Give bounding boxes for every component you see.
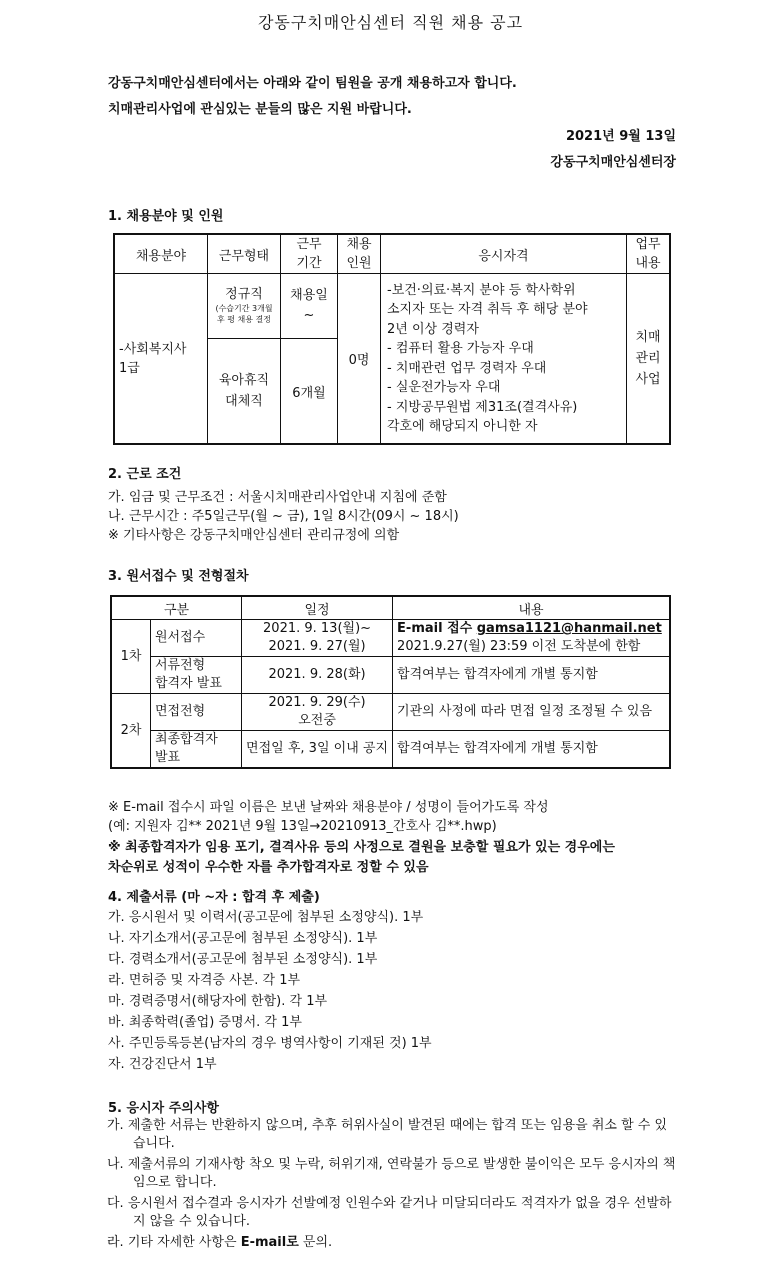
col-field: 채용분야 [114,234,208,274]
intro-line-1: 강동구치매안심센터에서는 아래와 같이 팀원을 공개 채용하고자 합니다. [108,76,517,91]
stage-1: 1차 [111,620,151,694]
quals-cell [381,274,627,445]
document-item: 마. 경력증명서(해당자에 한함). 각 1부 [108,994,328,1009]
col-duty: 업무 내용 [627,234,671,274]
step-name: 원서접수 [151,620,242,657]
table-row [114,274,670,339]
step-date: 2021. 9. 28(화) [242,657,393,694]
condition-line: 나. 근무시간 : 주5일근무(월 ~ 금), 1일 8시간(09시 ~ 18시) [108,509,459,524]
document-item: 다. 경력소개서(공고문에 첨부된 소정양식). 1부 [108,952,378,967]
section-1-heading: 1. 채용분야 및 인원 [108,209,224,224]
type-permanent: 정규직 [225,287,263,302]
stage-2: 2차 [111,694,151,769]
col-content: 내용 [393,596,670,620]
period-permanent: 채용일 ~ [281,274,338,339]
section-3-heading: 3. 원서접수 및 전형절차 [108,569,249,584]
page-title: 강동구치매안심센터 직원 채용 공고 [257,13,524,32]
step-date: 면접일 후, 3일 이내 공지 [242,731,393,769]
document-item: 나. 자기소개서(공고문에 첨부된 소정양식). 1부 [108,931,378,946]
section-5-heading: 5. 응시자 주의사항 [108,1101,219,1116]
step-content [393,620,670,657]
table-row [111,694,670,731]
qual-line: - 컴퓨터 활용 가능자 우대 [387,341,534,356]
step-date-line: 2021. 9. 27(월) [268,639,366,654]
document-item: 사. 주민등록등본(남자의 경우 병역사항이 기재된 것) 1부 [108,1036,432,1051]
col-stage: 구분 [111,596,242,620]
condition-line: ※ 기타사항은 강동구치매안심센터 관리규정에 의함 [108,528,400,543]
email-link[interactable]: gamsa1121@hanmail.net [476,621,662,636]
col-count: 채용 인원 [338,234,381,274]
email-note: ※ E-mail 접수시 파일 이름은 보낸 날짜와 채용분야 / 성명이 들어가도록 작성 [108,800,549,815]
condition-line: 가. 임금 및 근무조건 : 서울시치매관리사업안내 지침에 준함 [108,490,447,505]
col-quals: 응시자격 [381,234,627,274]
caution-item-last [107,1234,677,1252]
caution-list [107,1117,677,1252]
recruitment-table [113,233,671,445]
announcement-date: 2021년 9월 13일 [565,129,676,144]
table-header-row [111,596,670,620]
caution-last-bold: E-mail로 [240,1235,299,1250]
period-parental: 6개월 [281,339,338,445]
table-header-row [114,234,670,274]
step-content-line: 2021.9.27(월) 23:59 이전 도착분에 한함 [397,639,641,654]
caution-item: 가. 제출한 서류는 반환하지 않으며, 추후 허위사실이 발견된 때에는 합격 또는 임용을 취소 할 수 있습니다. [107,1118,668,1151]
caution-item: 나. 제출서류의 기재사항 착오 및 누락, 허위기재, 연락불가 등으로 발생한 불이익은 모두 응시자의 책임으로 합니다. [107,1157,676,1190]
col-type: 근무형태 [208,234,281,274]
document-item: 라. 면허증 및 자격증 사본. 각 1부 [108,973,301,988]
duty-cell: 치매 관리 사업 [627,274,671,445]
step-content: 합격여부는 합격자에게 개별 통지함 [393,731,670,769]
table-row [111,620,670,657]
step-name: 면접전형 [151,694,242,731]
email-label: E-mail 접수 [397,621,477,636]
count-cell: 0명 [338,274,381,445]
type-permanent-note: (수습기간 3개월 후 평 채용 결정 [215,304,273,324]
final-note-2: 차순위로 성적이 우수한 자를 추가합격자로 정할 수 있음 [108,860,429,875]
step-content: 기관의 사정에 따라 면접 일정 조정될 수 있음 [393,694,670,731]
document-item: 가. 응시원서 및 이력서(공고문에 첨부된 소정양식). 1부 [108,910,424,925]
final-note-1: ※ 최종합격자가 임용 포기, 결격사유 등의 사정으로 결원을 보충할 필요가 있는 경우에는 [108,840,615,855]
section-4-heading: 4. 제출서류 (마 ~자 : 합격 후 제출) [108,890,320,905]
signer: 강동구치매안심센터장 [550,155,676,170]
document-item: 바. 최종학력(졸업) 증명서. 각 1부 [108,1015,302,1030]
table-row [111,731,670,769]
qual-line: 소지자 또는 자격 취득 후 해당 분야 [387,302,588,317]
qual-line: 2년 이상 경력자 [387,321,479,337]
section-2-heading: 2. 근로 조건 [108,467,182,482]
intro-line-2: 치매관리사업에 관심있는 분들의 많은 지원 바랍니다. [108,102,412,117]
step-name: 최종합격자 발표 [151,731,242,769]
type-parental: 육아휴직 대체직 [208,339,281,445]
step-date-line: 2021. 9. 13(월)~ [263,621,372,636]
col-period: 근무 기간 [281,234,338,274]
qual-line: -보건·의료·복지 분야 등 학사학위 [387,282,576,298]
step-content: 합격여부는 합격자에게 개별 통지함 [393,657,670,694]
qual-line: - 지방공무원법 제31조(결격사유) [387,399,578,415]
qual-line: - 치매관련 업무 경력자 우대 [387,360,547,376]
qual-line: - 실운전가능자 우대 [387,380,501,395]
field-cell: -사회복지사 1급 [114,274,208,445]
step-date: 2021. 9. 29(수) 오전중 [242,694,393,731]
col-schedule: 일정 [242,596,393,620]
type-permanent-cell [208,274,281,339]
step-date [242,620,393,657]
step-name: 서류전형 합격자 발표 [151,657,242,694]
table-row [111,657,670,694]
caution-last-prefix: 라. 기타 자세한 사항은 [107,1235,241,1250]
qual-line: 각호에 해당되지 아니한 자 [387,419,538,434]
caution-item: 다. 응시원서 접수결과 응시자가 선발예정 인원수와 같거나 미달되더라도 적격자가 없을 경우 선발하지 않을 수 있습니다. [107,1196,672,1229]
caution-last-suffix: 문의. [298,1235,333,1250]
email-example: (예: 지원자 김** 2021년 9월 13일→20210913_간호사 김**.hwp) [108,819,497,834]
schedule-table [110,595,671,769]
document-item: 자. 건강진단서 1부 [108,1057,217,1072]
